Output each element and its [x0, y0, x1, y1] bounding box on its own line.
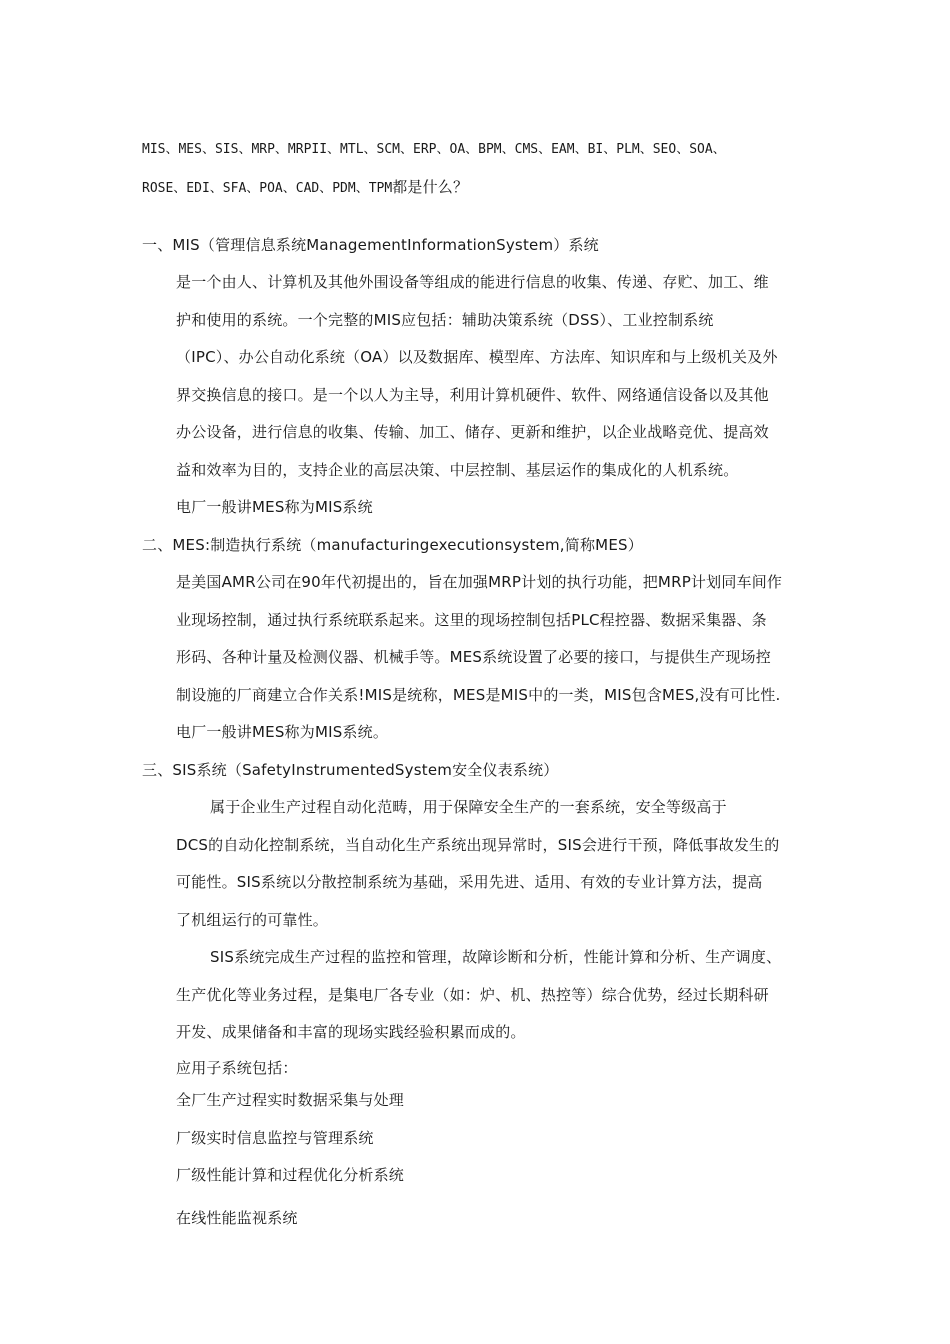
section-2-line: 业现场控制，通过执行系统联系起来。这里的现场控制包括PLC程控器、数据采集器、条 [176, 611, 767, 629]
section-3-para-1-line: 可能性。SIS系统以分散控制系统为基础，采用先进、适用、有效的专业计算方法，提高 [176, 873, 763, 891]
subsystem-item: 在线性能监视系统 [176, 1209, 298, 1227]
section-1-line: 护和使用的系统。一个完整的MIS应包括：辅助决策系统（DSS）、工业控制系统 [176, 311, 714, 329]
title-line-2 [142, 177, 468, 199]
subsystem-item: 厂级性能计算和过程优化分析系统 [176, 1166, 405, 1184]
section-2-line: 是美国AMR公司在90年代初提出的，旨在加强MRP计划的执行功能，把MRP计划同车间作 [176, 573, 783, 591]
section-2-line: 制设施的厂商建立合作关系!MIS是统称，MES是MIS中的一类，MIS包含MES,没有可比性. [176, 686, 781, 704]
section-2-heading: 二、MES:制造执行系统（manufacturingexecutionsystem,简称MES） [142, 536, 643, 554]
section-1-line: 办公设备，进行信息的收集、传输、加工、储存、更新和维护，以企业战略竞优、提高效 [176, 423, 769, 441]
title-line-1: MIS、MES、SIS、MRP、MRPII、MTL、SCM、ERP、OA、BPM、CMS、EAM、BI、PLM、SEO、SOA、 [142, 142, 726, 157]
title-question: 都是什么？ [392, 178, 469, 196]
section-3-heading: 三、SIS系统（SafetyInstrumentedSystem安全仪表系统） [142, 761, 559, 779]
section-3-para-2-line: 生产优化等业务过程，是集电厂各专业（如：炉、机、热控等）综合优势，经过长期科研 [176, 986, 769, 1004]
section-3-para-1-line: DCS的自动化控制系统，当自动化生产系统出现异常时，SIS会进行干预，降低事故发生的 [176, 836, 780, 854]
section-3-para-2-line: SIS系统完成生产过程的监控和管理，故障诊断和分析，性能计算和分析、生产调度、 [210, 948, 782, 966]
subsystem-item: 厂级实时信息监控与管理系统 [176, 1129, 374, 1147]
section-1-line: 益和效率为目的，支持企业的高层决策、中层控制、基层运作的集成化的人机系统。 [176, 461, 739, 479]
section-1-line: 界交换信息的接口。是一个以人为主导，利用计算机硬件、软件、网络通信设备以及其他 [176, 386, 769, 404]
section-3-para-1-line: 属于企业生产过程自动化范畴，用于保障安全生产的一套系统，安全等级高于 [210, 798, 727, 816]
section-1-line: 是一个由人、计算机及其他外围设备等组成的能进行信息的收集、传递、存贮、加工、维 [176, 273, 769, 291]
section-1-heading: 一、MIS（管理信息系统ManagementInformationSystem）系统 [142, 236, 599, 254]
section-3-para-1-line: 了机组运行的可靠性。 [176, 911, 329, 929]
section-1-line: （IPC）、办公自动化系统（OA）以及数据库、模型库、方法库、知识库和与上级机关及外 [176, 348, 778, 366]
section-2-line: 形码、各种计量及检测仪器、机械手等。MES系统设置了必要的接口，与提供生产现场控 [176, 648, 771, 666]
section-3-para-2-line: 开发、成果储备和丰富的现场实践经验积累而成的。 [176, 1023, 526, 1041]
title-acronyms: ROSE、EDI、SFA、POA、CAD、PDM、TPM [142, 181, 393, 196]
subsystem-item: 全厂生产过程实时数据采集与处理 [176, 1091, 405, 1109]
section-1-line: 电厂一般讲MES称为MIS系统 [176, 498, 373, 516]
section-2-line: 电厂一般讲MES称为MIS系统。 [176, 723, 389, 741]
subsystems-label: 应用子系统包括： [176, 1059, 298, 1077]
